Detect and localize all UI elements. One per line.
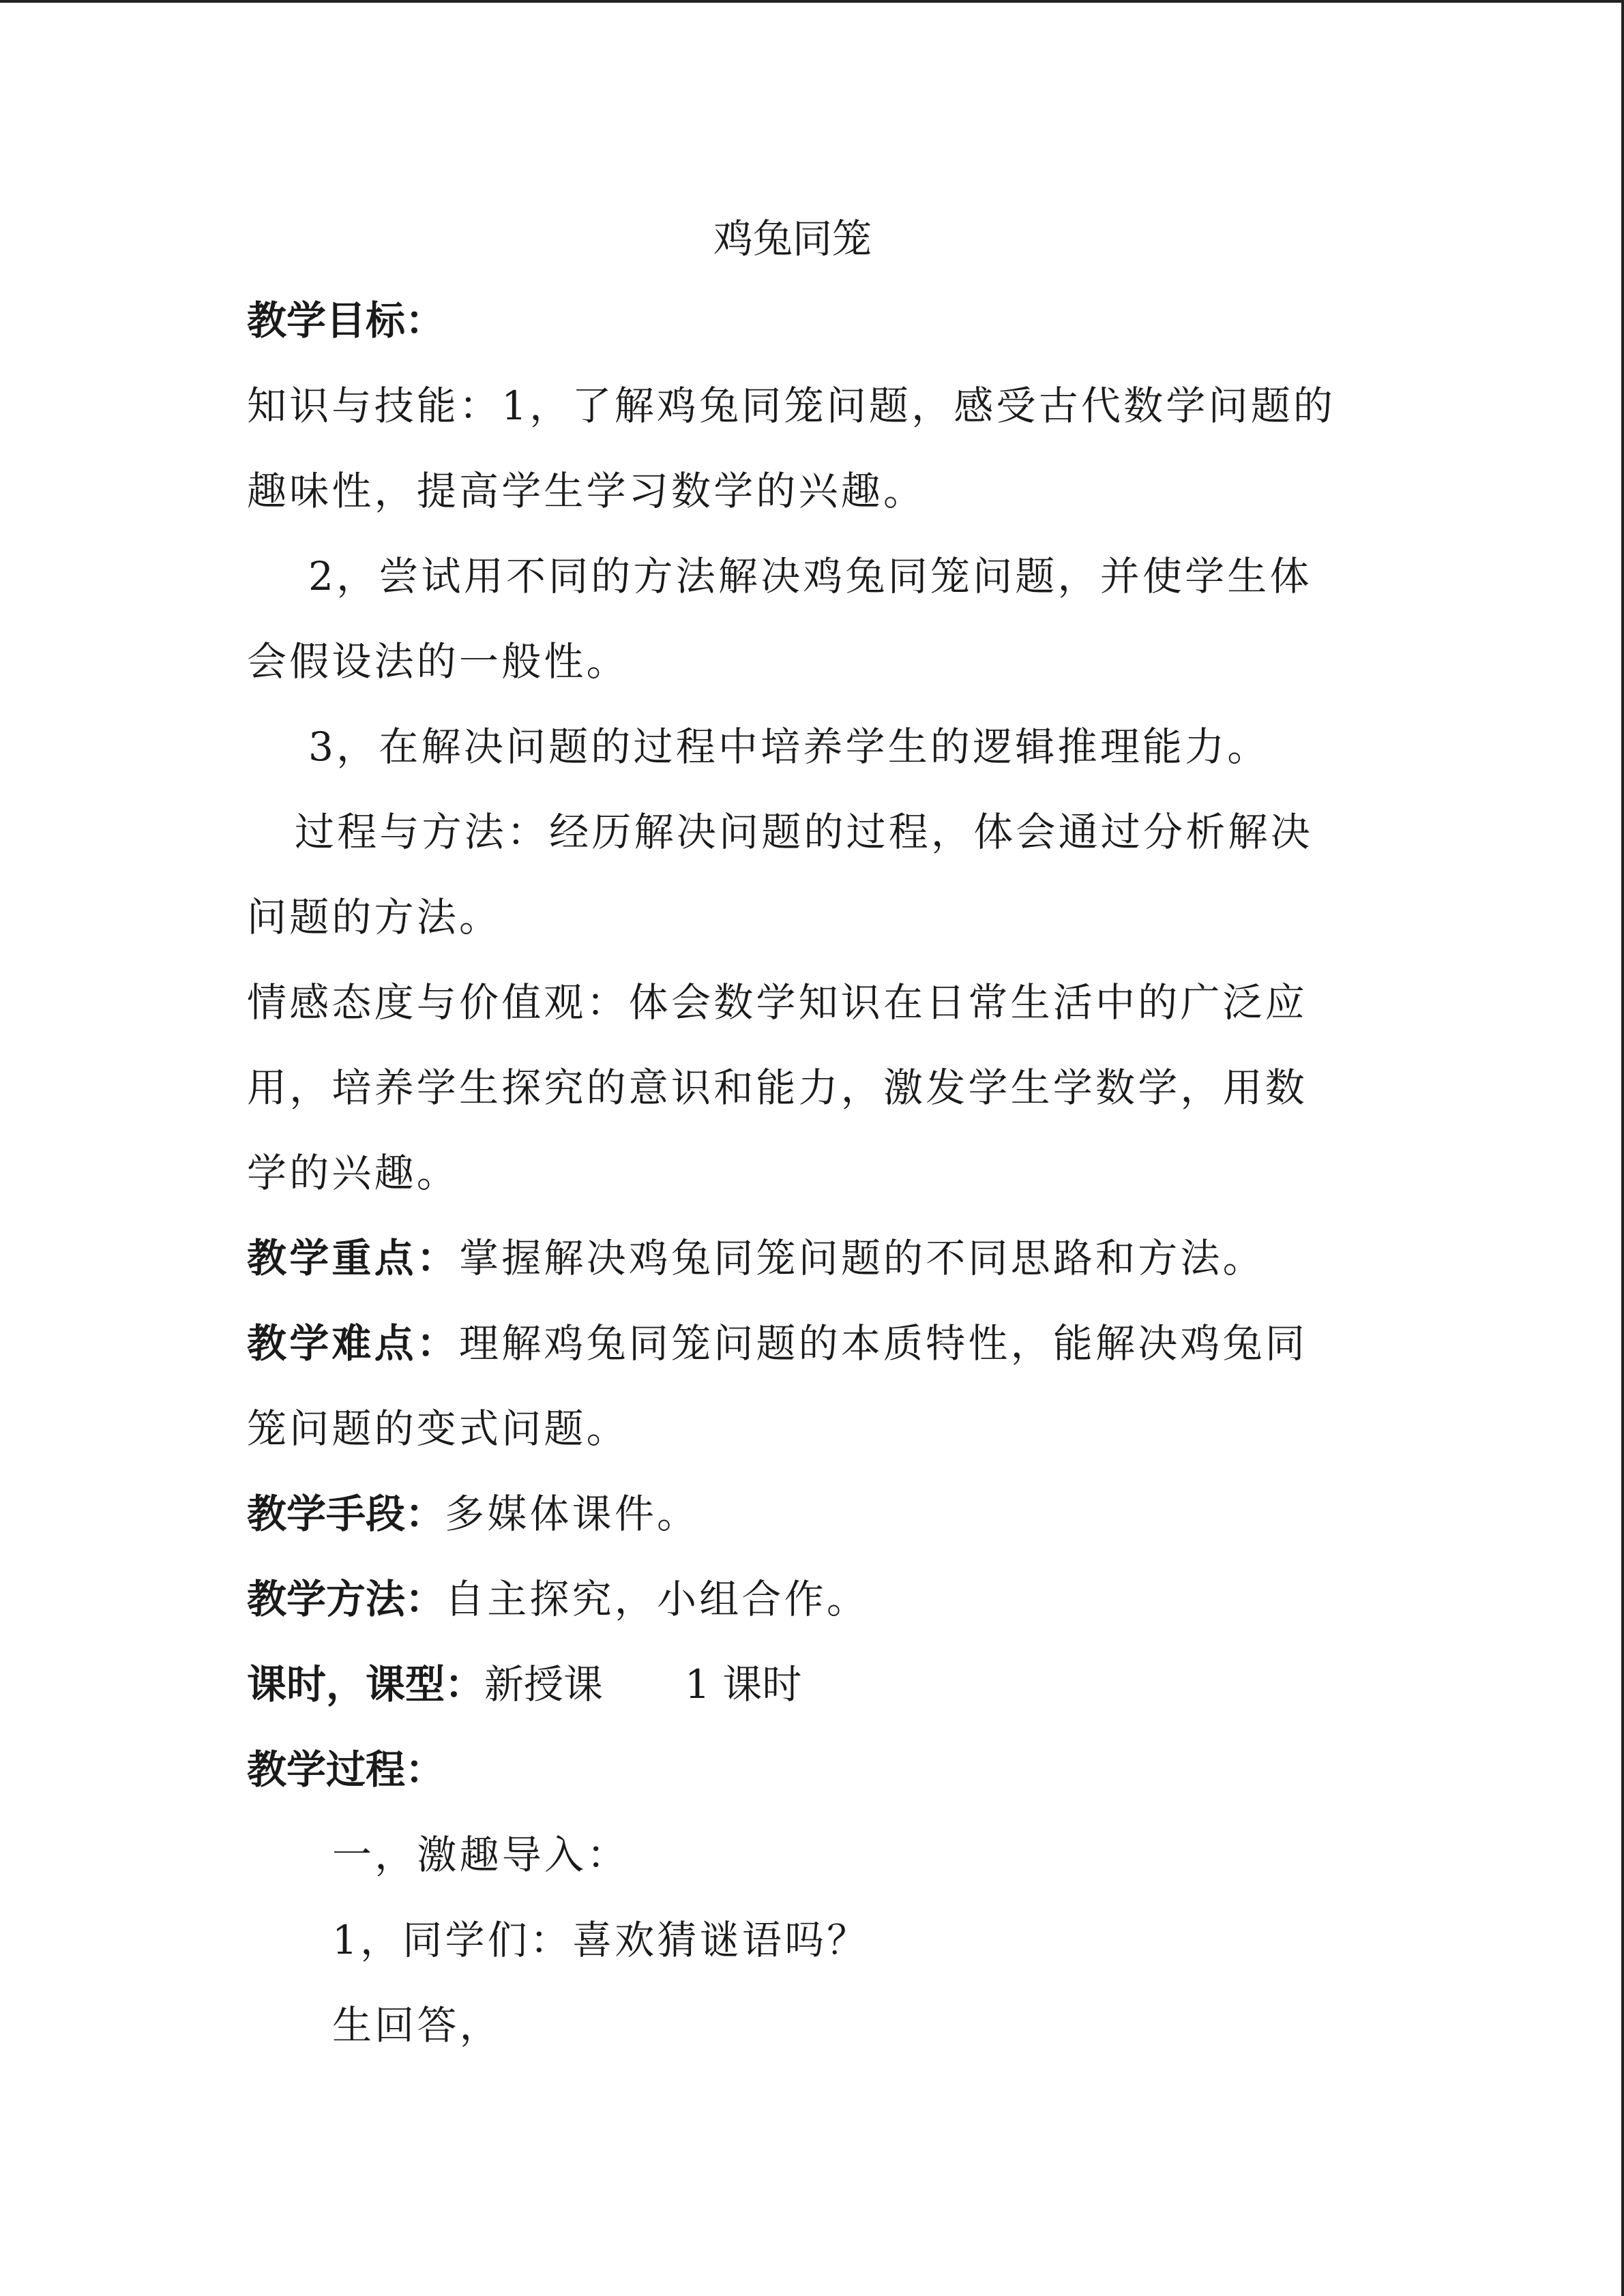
objectives-heading: 教学目标：	[247, 297, 445, 344]
teaching-means	[247, 1472, 1338, 1557]
document-page	[247, 205, 1338, 2068]
lesson-type-label: 课时，课型：	[247, 1661, 485, 1708]
document-title: 鸡兔同笼	[713, 215, 872, 262]
objective-process: 过程与方法：经历解决问题的过程，体会通过分析解决问题的方法。	[247, 809, 1313, 940]
teaching-method-value: 自主探究，小组合作。	[445, 1576, 870, 1622]
lesson-type-value: 新授课	[484, 1661, 604, 1708]
key-point-value: 掌握解决鸡兔同笼问题的不同思路和方法。	[459, 1235, 1265, 1281]
procedure-heading: 教学过程：	[247, 1746, 445, 1793]
key-point-label: 教学重点：	[247, 1235, 460, 1281]
page-right-border	[1621, 0, 1624, 2296]
objective-knowledge-3: 3，在解决问题的过程中培养学生的逻辑推理能力。	[308, 724, 1270, 770]
procedure-step-1-answer: 生回答，	[332, 2002, 502, 2048]
procedure-step-1: 一，激趣导入：	[332, 1832, 630, 1878]
lesson-type	[247, 1642, 1338, 1727]
objective-emotion: 情感态度与价值观：体会数学知识在日常生活中的广泛应用，培养学生探究的意识和能力，激发学生学数学，用数学的兴趣。	[247, 979, 1308, 1196]
teaching-method	[247, 1557, 1338, 1642]
key-point	[247, 1216, 1338, 1301]
teaching-means-label: 教学手段：	[247, 1491, 445, 1537]
page-top-border	[0, 0, 1624, 3]
procedure-step-1-question: 1，同学们：喜欢猜谜语吗？	[332, 1917, 870, 1963]
teaching-means-value: 多媒体课件。	[445, 1491, 700, 1537]
difficulty	[247, 1301, 1338, 1472]
lesson-hours-value: 1 课时	[685, 1661, 802, 1708]
objective-knowledge-2: 2，尝试用不同的方法解决鸡兔同笼问题，并使学生体会假设法的一般性。	[247, 553, 1312, 685]
difficulty-value: 理解鸡兔同笼问题的本质特性，能解决鸡兔同笼问题的变式问题。	[247, 1320, 1308, 1452]
objective-knowledge-1: 知识与技能：1，了解鸡兔同笼问题，感受古代数学问题的趣味性，提高学生学习数学的兴趣。	[247, 383, 1336, 514]
difficulty-label: 教学难点：	[247, 1320, 460, 1367]
teaching-method-label: 教学方法：	[247, 1576, 445, 1622]
